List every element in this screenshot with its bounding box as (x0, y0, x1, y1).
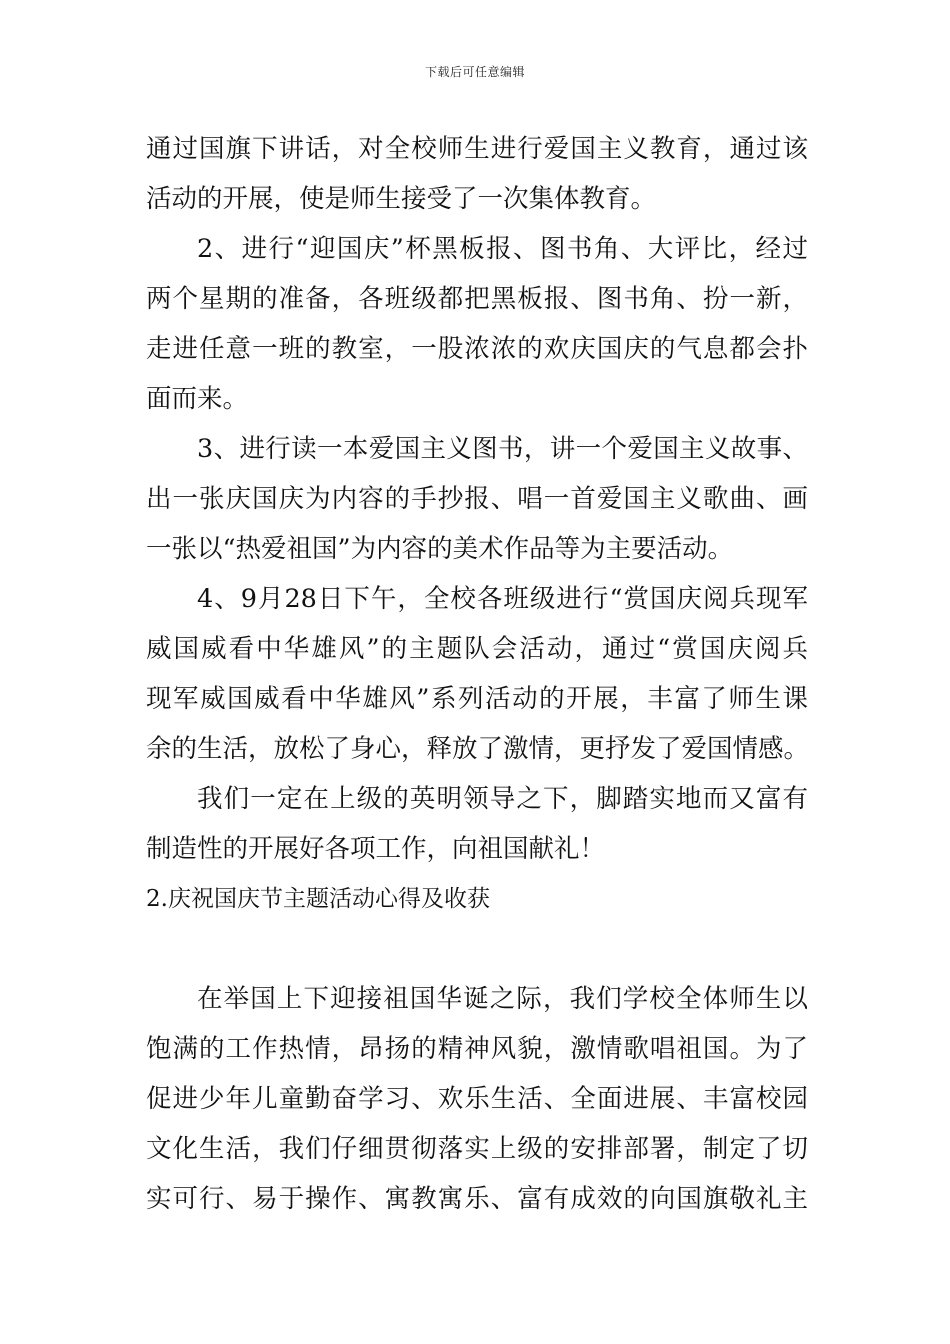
paragraph-line: 两个星期的准备，各班级都把黑板报、图书角、扮一新， (146, 284, 808, 314)
paragraph-line: 现军威国威看中华雄风”系列活动的开展，丰富了师生课 (146, 684, 808, 714)
header-note: 下载后可任意编辑 (424, 65, 525, 79)
paragraph-line: 3、进行读一本爱国主义图书，讲一个爱国主义故事、 (197, 434, 808, 464)
blank-line (146, 924, 808, 974)
document-body (146, 124, 808, 1224)
paragraph-line: 活动的开展，使是师生接受了一次集体教育。 (146, 184, 657, 214)
paragraph-line: 威国威看中华雄风”的主题队会活动，通过“赏国庆阅兵 (146, 634, 808, 664)
paragraph-line: 文化生活，我们仔细贯彻落实上级的安排部署，制定了切 (146, 1134, 808, 1164)
paragraph-line: 4、9月28日下午，全校各班级进行“赏国庆阅兵现军 (197, 584, 808, 614)
paragraph-line: 走进任意一班的教室，一股浓浓的欢庆国庆的气息都会扑 (146, 334, 808, 364)
paragraph-line: 通过国旗下讲话，对全校师生进行爱国主义教育，通过该 (146, 134, 808, 164)
paragraph-line: 在举国上下迎接祖国华诞之际，我们学校全体师生以 (197, 984, 808, 1014)
paragraph-line: 余的生活，放松了身心，释放了激情，更抒发了爱国情感。 (146, 734, 810, 764)
paragraph-line: 一张以“热爱祖国”为内容的美术作品等为主要活动。 (146, 534, 734, 564)
paragraph-line: 制造性的开展好各项工作，向祖国献礼！ (146, 834, 606, 864)
paragraph-line: 饱满的工作热情，昂扬的精神风貌，激情歌唱祖国。为了 (146, 1034, 808, 1064)
paragraph-line: 我们一定在上级的英明领导之下，脚踏实地而又富有 (197, 784, 808, 814)
paragraph-line: 出一张庆国庆为内容的手抄报、唱一首爱国主义歌曲、画 (146, 484, 808, 514)
paragraph-line: 面而来。 (146, 384, 249, 414)
paragraph-line: 促进少年儿童勤奋学习、欢乐生活、全面进展、丰富校园 (146, 1084, 808, 1114)
section-heading: 2.庆祝国庆节主题活动心得及收获 (146, 886, 490, 912)
paragraph-line: 实可行、易于操作、寓教寓乐、富有成效的向国旗敬礼主 (146, 1184, 808, 1214)
paragraph-line: 2、进行“迎国庆”杯黑板报、图书角、大评比，经过 (197, 234, 808, 264)
